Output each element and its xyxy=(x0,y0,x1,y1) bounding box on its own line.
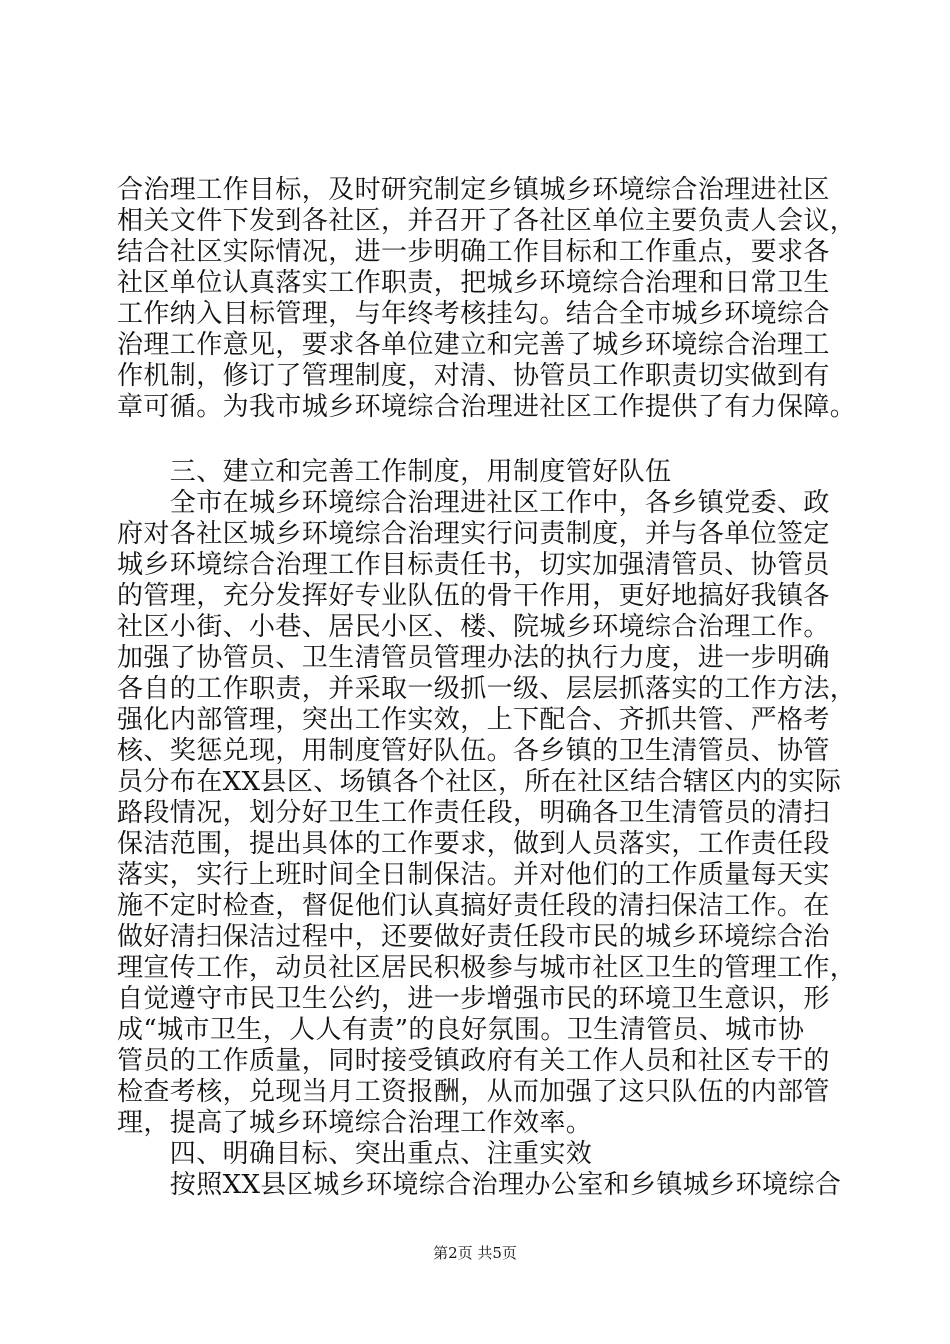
paragraph-section-4 xyxy=(117,1170,852,1201)
section-heading-4: 四、明确目标、突出重点、注重实效 xyxy=(117,1139,593,1169)
text-line: 相关文件下发到各社区，并召开了各社区单位主要负责人会议， xyxy=(117,206,857,236)
text-line: 社区小街、小巷、居民小区、楼、院城乡环境综合治理工作。 xyxy=(117,612,830,642)
text-line: 工作纳入目标管理，与年终考核挂勾。结合全市城乡环境综合 xyxy=(117,299,830,329)
text-line: 成“城市卫生，人人有责”的良好氛围。卫生清管员、城市协 xyxy=(117,1015,805,1045)
paragraph-spacer xyxy=(117,423,852,457)
text-line: 城乡环境综合治理工作目标责任书，切实加强清管员、协管员 xyxy=(117,550,830,580)
text-line: 的管理，充分发挥好专业队伍的骨干作用，更好地搞好我镇各 xyxy=(117,581,830,611)
text-line: 府对各社区城乡环境综合治理实行问责制度，并与各单位签定 xyxy=(117,519,830,549)
text-line: 社区单位认真落实工作职责，把城乡环境综合治理和日常卫生 xyxy=(117,268,830,298)
text-line: 落实，实行上班时间全日制保洁。并对他们的工作质量每天实 xyxy=(117,860,830,890)
text-line: 施不定时检查，督促他们认真搞好责任段的清扫保洁工作。在 xyxy=(117,891,830,921)
text-line: 保洁范围，提出具体的工作要求，做到人员落实，工作责任段 xyxy=(117,829,830,859)
text-line: 路段情况，划分好卫生工作责任段，明确各卫生清管员的清扫 xyxy=(117,798,830,828)
paragraph-continuation xyxy=(117,175,857,423)
text-line: 理，提高了城乡环境综合治理工作效率。 xyxy=(117,1108,593,1138)
text-line: 全市在城乡环境综合治理进社区工作中，各乡镇党委、政 xyxy=(117,488,830,518)
text-line: 检查考核，兑现当月工资报酬，从而加强了这只队伍的内部管 xyxy=(117,1077,830,1107)
text-line: 核、奖惩兑现，用制度管好队伍。各乡镇的卫生清管员、协管 xyxy=(117,736,830,766)
text-line: 各自的工作职责，并采取一级抓一级、层层抓落实的工作方法， xyxy=(117,674,857,704)
text-line: 员分布在XX县区、场镇各个社区，所在社区结合辖区内的实际 xyxy=(117,767,842,797)
text-line: 管员的工作质量，同时接受镇政府有关工作人员和社区专干的 xyxy=(117,1046,830,1076)
text-line: 做好清扫保洁过程中，还要做好责任段市民的城乡环境综合治 xyxy=(117,922,830,952)
page-number-footer: 第2页 共5页 xyxy=(433,1244,517,1262)
text-line: 结合社区实际情况，进一步明确工作目标和工作重点，要求各 xyxy=(117,237,830,267)
text-line: 强化内部管理，突出工作实效，上下配合、齐抓共管、严格考 xyxy=(117,705,830,735)
section-heading-3: 三、建立和完善工作制度，用制度管好队伍 xyxy=(117,457,672,487)
text-line: 治理工作意见，要求各单位建立和完善了城乡环境综合治理工 xyxy=(117,330,830,360)
text-line: 理宣传工作，动员社区居民积极参与城市社区卫生的管理工作， xyxy=(117,953,857,983)
text-line: 章可循。为我市城乡环境综合治理进社区工作提供了有力保障。 xyxy=(117,392,857,422)
text-line: 加强了协管员、卫生清管员管理办法的执行力度，进一步明确 xyxy=(117,643,830,673)
text-line: 合治理工作目标，及时研究制定乡镇城乡环境综合治理进社区 xyxy=(117,175,830,205)
document-body xyxy=(117,175,857,1201)
text-line: 按照XX县区城乡环境综合治理办公室和乡镇城乡环境综合 xyxy=(117,1170,842,1200)
text-line: 作机制，修订了管理制度，对清、协管员工作职责切实做到有 xyxy=(117,361,830,391)
text-line: 自觉遵守市民卫生公约，进一步增强市民的环境卫生意识，形 xyxy=(117,984,830,1014)
paragraph-section-3 xyxy=(117,488,857,1139)
